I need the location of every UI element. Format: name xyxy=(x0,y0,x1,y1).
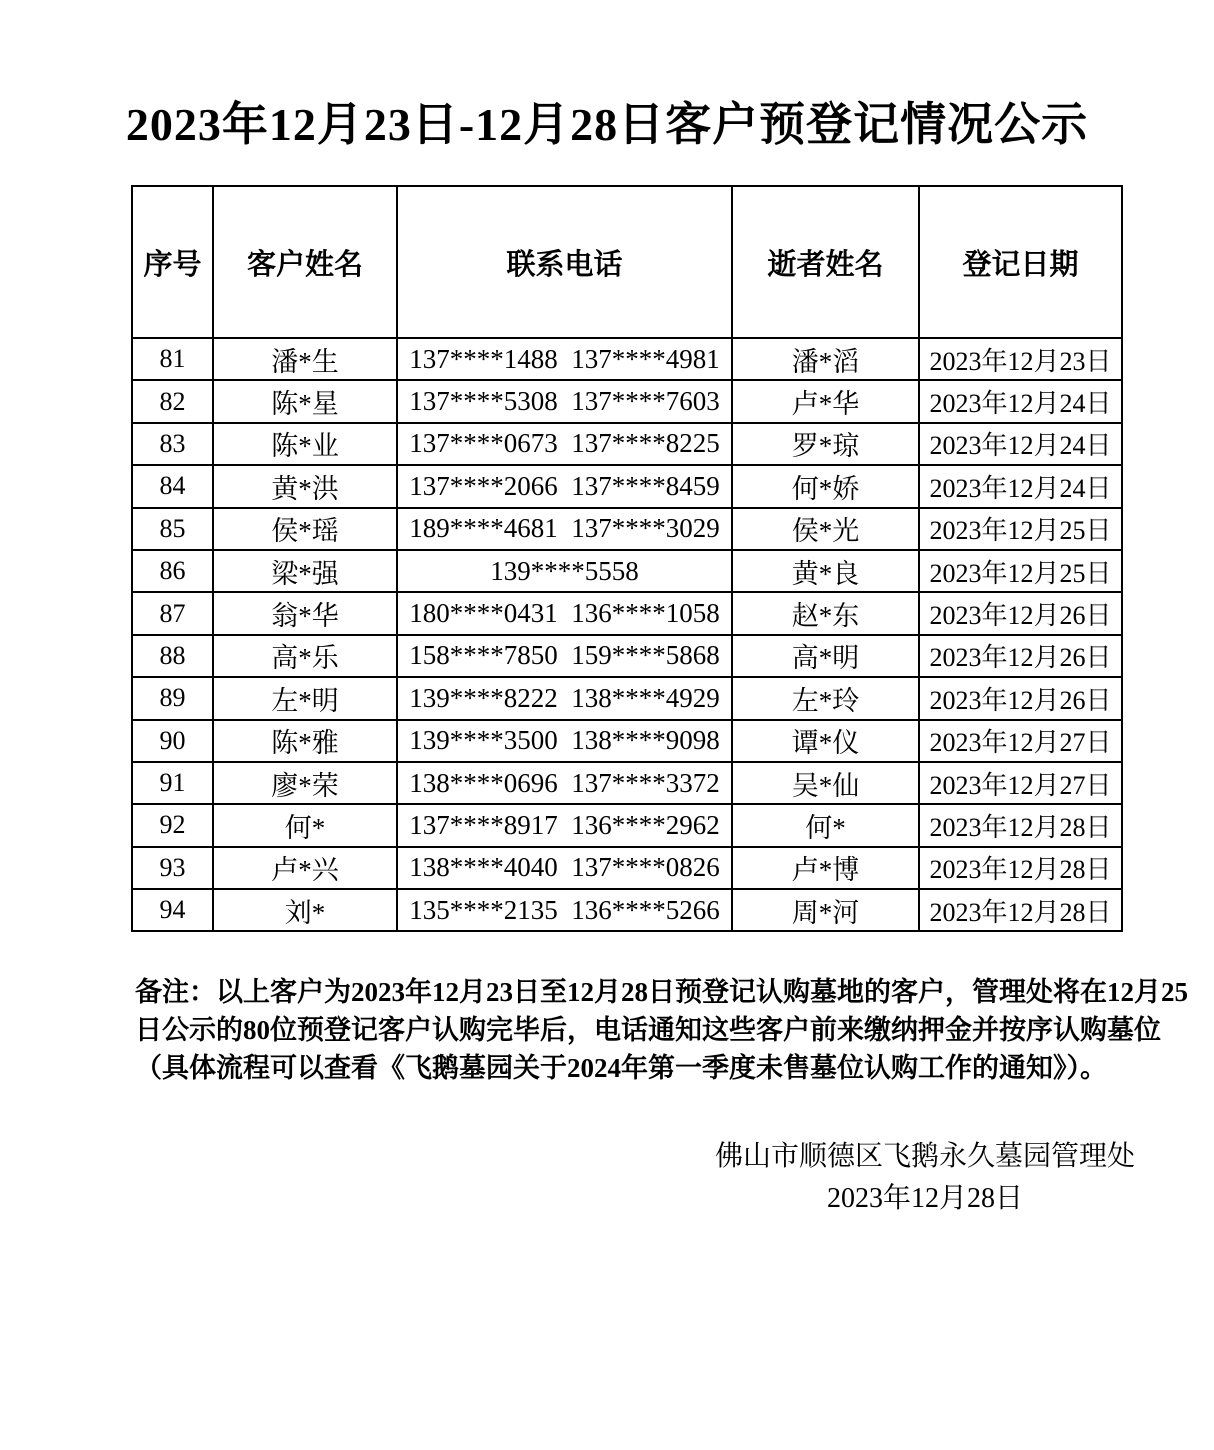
table-row xyxy=(132,592,1122,634)
cell-registration-date: 2023年12月26日 xyxy=(919,677,1122,719)
cell-contact-phone: 137****2066 137****8459 xyxy=(397,465,732,507)
cell-registration-date: 2023年12月24日 xyxy=(919,465,1122,507)
remarks-paragraph xyxy=(135,973,1188,1087)
table-row xyxy=(132,508,1122,550)
signature-organization: 佛山市顺德区飞鹅永久墓园管理处 xyxy=(714,1141,1135,1172)
cell-contact-phone: 137****8917 136****2962 xyxy=(397,804,732,846)
cell-deceased-name: 卢*博 xyxy=(732,847,919,889)
cell-registration-date: 2023年12月27日 xyxy=(919,720,1122,762)
col-header-deceased-name: 逝者姓名 xyxy=(732,186,919,338)
cell-customer-name: 廖*荣 xyxy=(213,762,397,804)
cell-registration-date: 2023年12月28日 xyxy=(919,889,1122,931)
cell-deceased-name: 潘*滔 xyxy=(732,338,919,380)
remarks-line: 日公示的80位预登记客户认购完毕后，电话通知这些客户前来缴纳押金并按序认购墓位 xyxy=(135,1015,1161,1045)
cell-customer-name: 梁*强 xyxy=(213,550,397,592)
cell-serial: 88 xyxy=(132,635,213,677)
cell-customer-name: 刘* xyxy=(213,889,397,931)
cell-serial: 83 xyxy=(132,423,213,465)
table-header-row xyxy=(132,186,1122,338)
cell-registration-date: 2023年12月23日 xyxy=(919,338,1122,380)
cell-contact-phone: 139****5558 xyxy=(397,550,732,592)
cell-customer-name: 左*明 xyxy=(213,677,397,719)
cell-serial: 82 xyxy=(132,380,213,422)
cell-serial: 81 xyxy=(132,338,213,380)
table-row xyxy=(132,889,1122,931)
registration-table xyxy=(131,185,1123,932)
cell-customer-name: 黄*洪 xyxy=(213,465,397,507)
cell-serial: 86 xyxy=(132,550,213,592)
cell-contact-phone: 138****4040 137****0826 xyxy=(397,847,732,889)
cell-contact-phone: 189****4681 137****3029 xyxy=(397,508,732,550)
cell-serial: 94 xyxy=(132,889,213,931)
cell-contact-phone: 137****5308 137****7603 xyxy=(397,380,732,422)
cell-customer-name: 翁*华 xyxy=(213,592,397,634)
cell-deceased-name: 左*玲 xyxy=(732,677,919,719)
cell-serial: 85 xyxy=(132,508,213,550)
table-row xyxy=(132,847,1122,889)
cell-deceased-name: 高*明 xyxy=(732,635,919,677)
cell-customer-name: 卢*兴 xyxy=(213,847,397,889)
signature-block xyxy=(715,1136,1135,1220)
cell-deceased-name: 罗*琼 xyxy=(732,423,919,465)
cell-registration-date: 2023年12月25日 xyxy=(919,508,1122,550)
cell-customer-name: 陈*星 xyxy=(213,380,397,422)
table-row xyxy=(132,762,1122,804)
cell-contact-phone: 137****0673 137****8225 xyxy=(397,423,732,465)
cell-deceased-name: 吴*仙 xyxy=(732,762,919,804)
page-title: 2023年12月23日-12月28日客户预登记情况公示 xyxy=(125,99,1089,150)
cell-registration-date: 2023年12月28日 xyxy=(919,847,1122,889)
cell-deceased-name: 何*娇 xyxy=(732,465,919,507)
cell-customer-name: 陈*雅 xyxy=(213,720,397,762)
cell-contact-phone: 135****2135 136****5266 xyxy=(397,889,732,931)
cell-serial: 87 xyxy=(132,592,213,634)
table-row xyxy=(132,338,1122,380)
cell-contact-phone: 139****3500 138****9098 xyxy=(397,720,732,762)
table-row xyxy=(132,804,1122,846)
cell-contact-phone: 139****8222 138****4929 xyxy=(397,677,732,719)
signature-date: 2023年12月28日 xyxy=(826,1183,1023,1214)
remarks-line: （具体流程可以查看《飞鹅墓园关于2024年第一季度未售墓位认购工作的通知》）。 xyxy=(135,1053,1107,1083)
table-row xyxy=(132,677,1122,719)
cell-contact-phone: 158****7850 159****5868 xyxy=(397,635,732,677)
table-row xyxy=(132,720,1122,762)
cell-serial: 90 xyxy=(132,720,213,762)
cell-deceased-name: 周*河 xyxy=(732,889,919,931)
cell-customer-name: 陈*业 xyxy=(213,423,397,465)
col-header-registration-date: 登记日期 xyxy=(919,186,1122,338)
table-row xyxy=(132,465,1122,507)
cell-customer-name: 侯*瑶 xyxy=(213,508,397,550)
cell-contact-phone: 180****0431 136****1058 xyxy=(397,592,732,634)
cell-registration-date: 2023年12月25日 xyxy=(919,550,1122,592)
cell-deceased-name: 侯*光 xyxy=(732,508,919,550)
col-header-serial: 序号 xyxy=(132,186,213,338)
col-header-customer-name: 客户姓名 xyxy=(213,186,397,338)
col-header-contact-phone: 联系电话 xyxy=(397,186,732,338)
cell-registration-date: 2023年12月26日 xyxy=(919,635,1122,677)
remarks-line: 备注：以上客户为2023年12月23日至12月28日预登记认购墓地的客户，管理处将在12月25 xyxy=(135,977,1188,1007)
cell-deceased-name: 黄*良 xyxy=(732,550,919,592)
table-header xyxy=(132,186,1122,338)
cell-registration-date: 2023年12月26日 xyxy=(919,592,1122,634)
cell-customer-name: 何* xyxy=(213,804,397,846)
cell-serial: 84 xyxy=(132,465,213,507)
cell-serial: 91 xyxy=(132,762,213,804)
table-body xyxy=(132,338,1122,931)
cell-deceased-name: 何* xyxy=(732,804,919,846)
table-row xyxy=(132,380,1122,422)
table-row xyxy=(132,423,1122,465)
cell-registration-date: 2023年12月27日 xyxy=(919,762,1122,804)
cell-customer-name: 高*乐 xyxy=(213,635,397,677)
cell-deceased-name: 赵*东 xyxy=(732,592,919,634)
cell-customer-name: 潘*生 xyxy=(213,338,397,380)
cell-registration-date: 2023年12月28日 xyxy=(919,804,1122,846)
cell-serial: 92 xyxy=(132,804,213,846)
cell-contact-phone: 138****0696 137****3372 xyxy=(397,762,732,804)
cell-registration-date: 2023年12月24日 xyxy=(919,380,1122,422)
cell-contact-phone: 137****1488 137****4981 xyxy=(397,338,732,380)
table-row xyxy=(132,550,1122,592)
cell-deceased-name: 谭*仪 xyxy=(732,720,919,762)
table-row xyxy=(132,635,1122,677)
cell-deceased-name: 卢*华 xyxy=(732,380,919,422)
cell-serial: 93 xyxy=(132,847,213,889)
cell-registration-date: 2023年12月24日 xyxy=(919,423,1122,465)
cell-serial: 89 xyxy=(132,677,213,719)
